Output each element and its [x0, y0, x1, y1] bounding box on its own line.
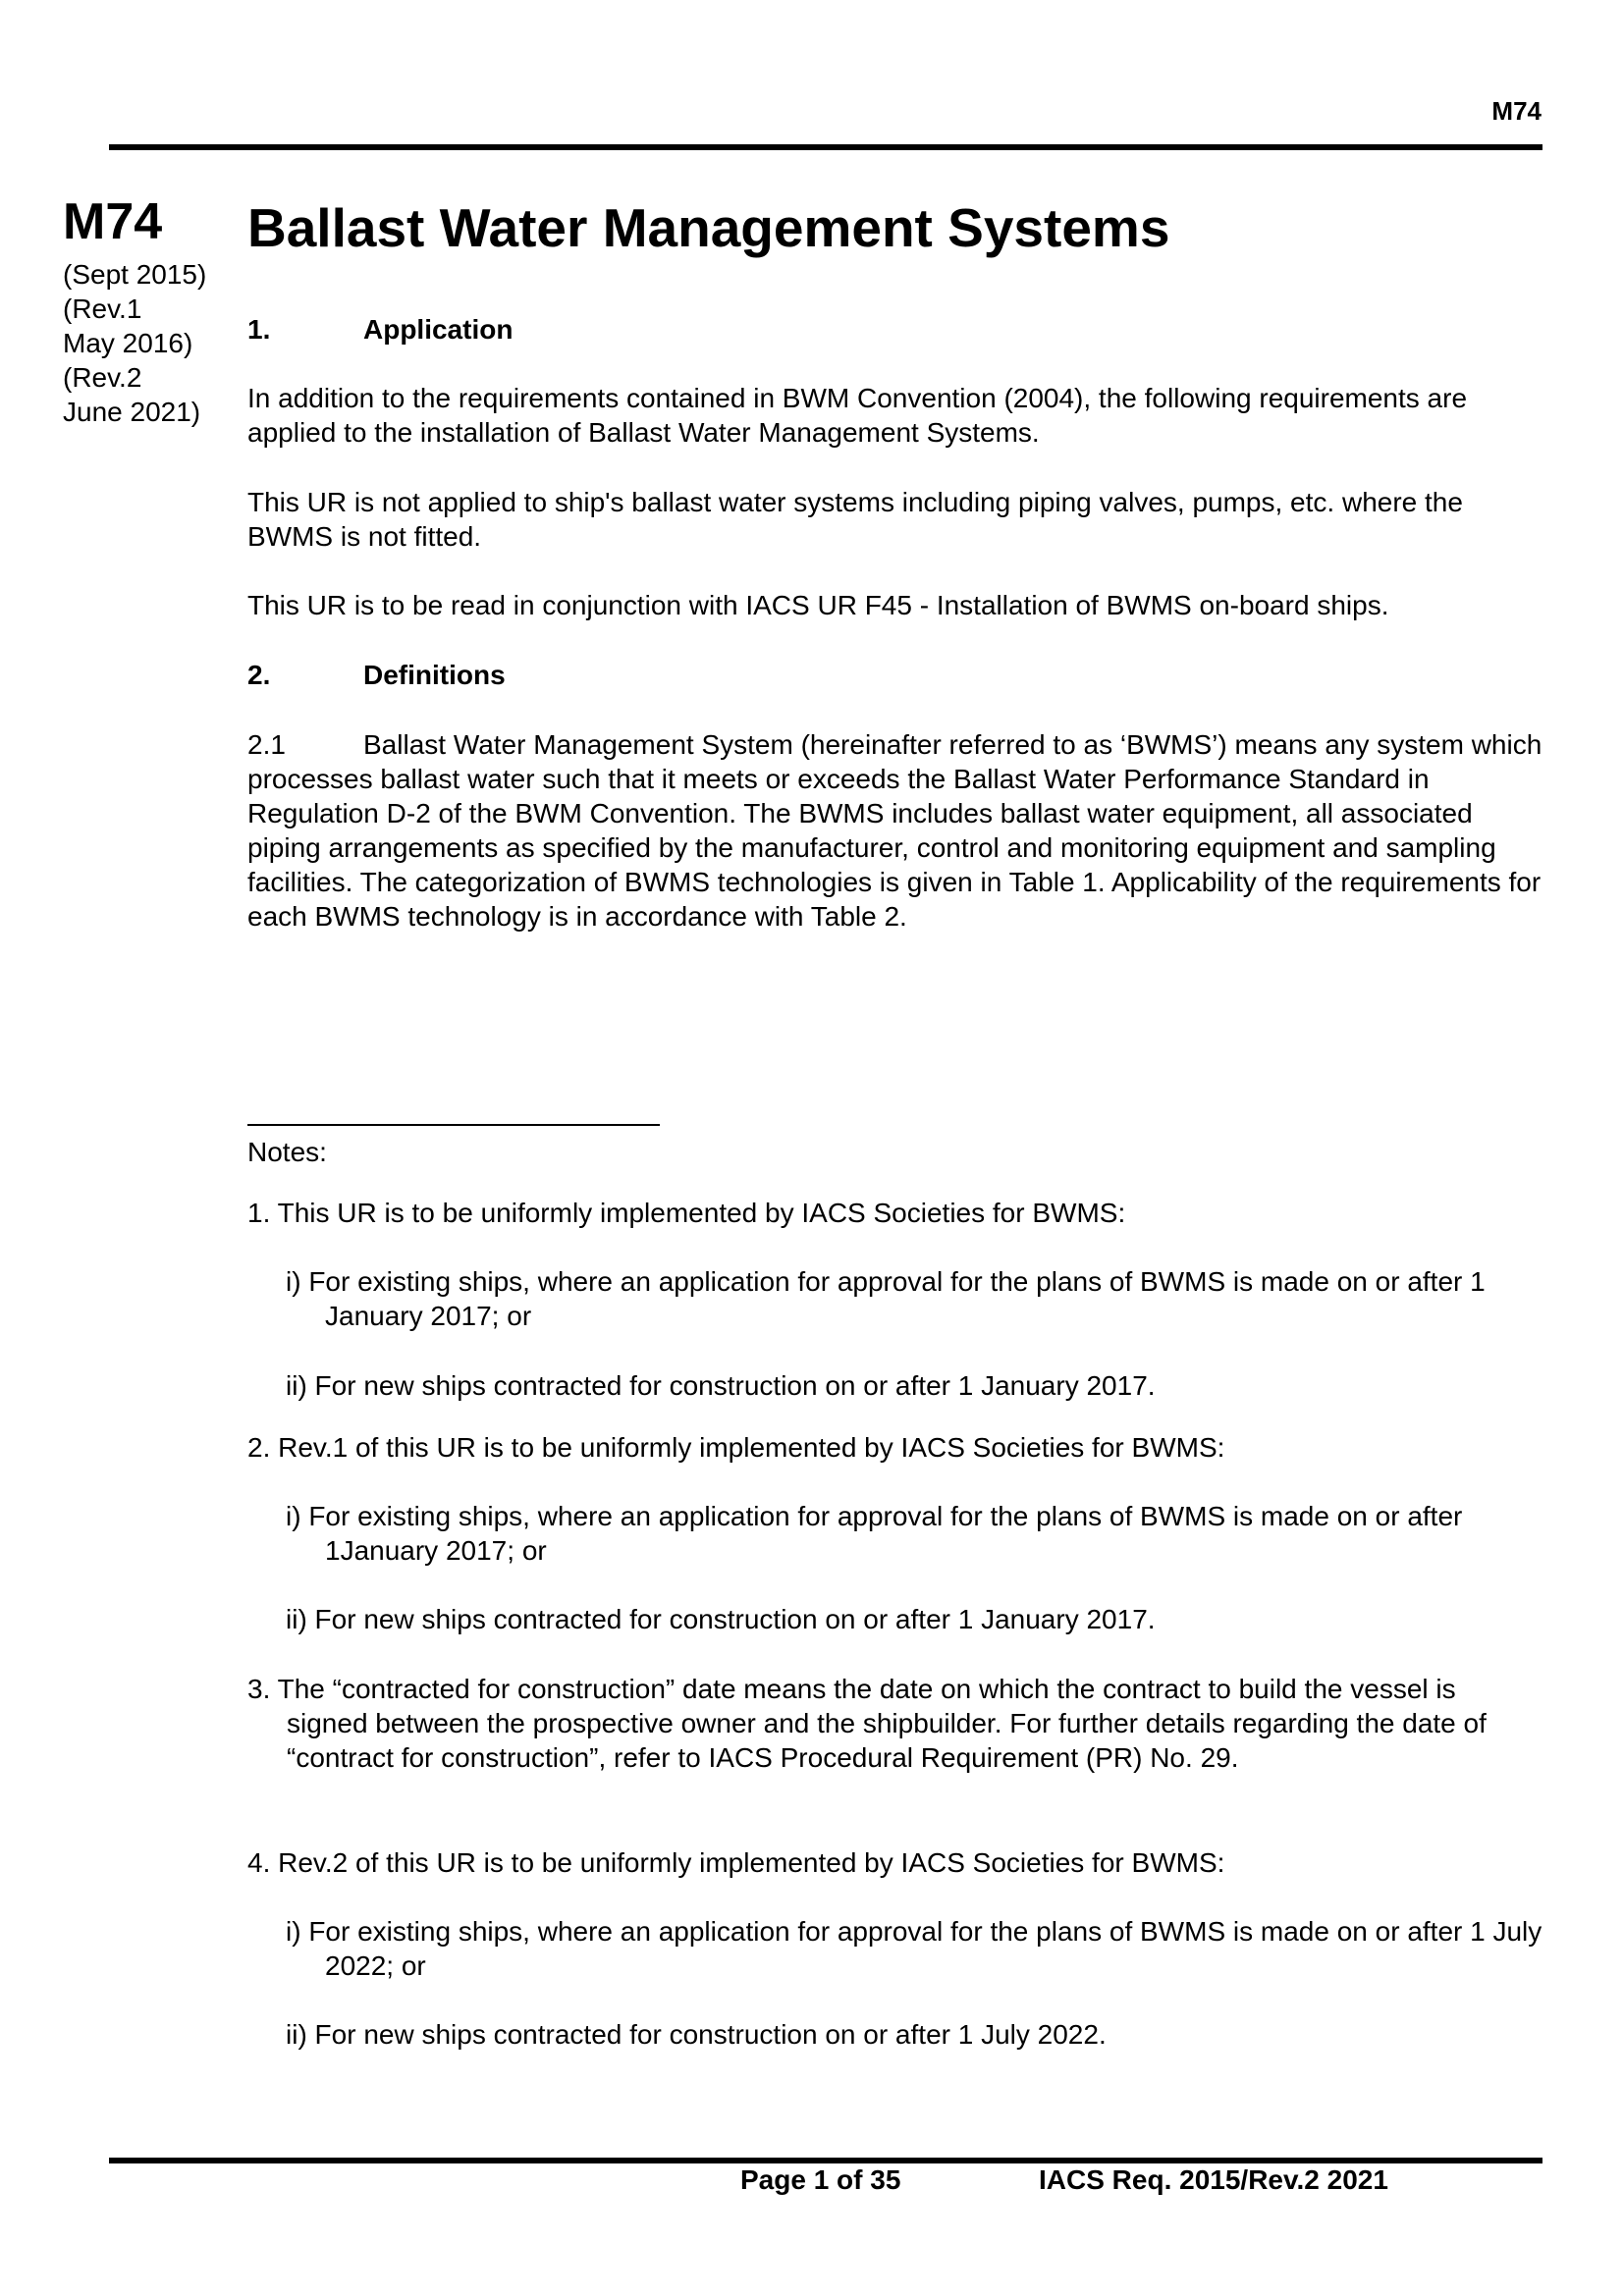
- note-1-i: i) For existing ships, where an application for approval for the plans of BWMS is made on or after 1 January 2017; or: [286, 1266, 1486, 1331]
- note-4-ii: ii) For new ships contracted for construction on or after 1 July 2022.: [286, 2019, 1107, 2050]
- paragraph-1: In addition to the requirements contained in BWM Convention (2004), the following requirements are applied to the installation of Ballast Water Management Systems.: [247, 383, 1468, 448]
- header-rule: [109, 144, 1542, 150]
- note-2-ii: ii) For new ships contracted for construction on or after 1 January 2017.: [286, 1604, 1156, 1634]
- note-3: 3. The “contracted for construction” date means the date on which the contract to build the vessel is signed between the prospective owner and the shipbuilder. For further details regarding the date of “contract for construction”, refer to IACS Procedural Requirement (PR) No. 29.: [247, 1674, 1487, 1773]
- paragraph-2-1: [247, 727, 1543, 934]
- paragraph-3: This UR is to be read in conjunction with IACS UR F45 - Installation of BWMS on-board ships.: [247, 590, 1389, 620]
- note-2-i: i) For existing ships, where an application for approval for the plans of BWMS is made on or after 1January 2017; or: [286, 1501, 1463, 1566]
- document-reference: IACS Req. 2015/Rev.2 2021: [1039, 2164, 1388, 2195]
- note-4: 4. Rev.2 of this UR is to be uniformly implemented by IACS Societies for BWMS:: [247, 1847, 1225, 1878]
- note-2: 2. Rev.1 of this UR is to be uniformly implemented by IACS Societies for BWMS:: [247, 1432, 1225, 1463]
- footer-rule: [109, 2158, 1542, 2163]
- section-2-heading: [247, 658, 1543, 692]
- side-code: M74: [63, 193, 163, 250]
- revision-history: (Sept 2015) (Rev.1 May 2016) (Rev.2 June 2021): [63, 259, 207, 427]
- note-4-i: i) For existing ships, where an application for approval for the plans of BWMS is made on or after 1 July 2022; or: [286, 1916, 1542, 1981]
- page-title: Ballast Water Management Systems: [247, 197, 1170, 258]
- note-1-ii: ii) For new ships contracted for construction on or after 1 January 2017.: [286, 1370, 1156, 1401]
- section-1-title: Application: [363, 314, 514, 345]
- section-1-heading: [247, 312, 1543, 347]
- section-1-number: 1.: [247, 314, 271, 345]
- notes-label: Notes:: [247, 1137, 327, 1167]
- header-code: M74: [1491, 96, 1542, 126]
- paragraph-2-1-text: Ballast Water Management System (hereinafter referred to as ‘BWMS’) means any system which processes ballast water such that it meets or exceeds the Ballast Water Performance Standard in Regulation D-2 of the BWM Convention. The BWMS includes ballast water equipment, all associated piping arrangements as specified by the manufacturer, control and monitoring equipment and sampling facilities. The categorization of BWMS technologies is given in Table 1. Applicability of the requirements for each BWMS technology is in accordance with Table 2.: [247, 729, 1542, 932]
- notes-rule: [247, 1124, 660, 1126]
- note-1: 1. This UR is to be uniformly implemented by IACS Societies for BWMS:: [247, 1198, 1126, 1228]
- paragraph-2: This UR is not applied to ship's ballast water systems including piping valves, pumps, etc. where the BWMS is not fitted.: [247, 487, 1463, 552]
- paragraph-2-1-number: 2.1: [247, 729, 286, 760]
- page-number: Page 1 of 35: [740, 2164, 901, 2195]
- section-2-title: Definitions: [363, 660, 506, 690]
- section-2-number: 2.: [247, 660, 271, 690]
